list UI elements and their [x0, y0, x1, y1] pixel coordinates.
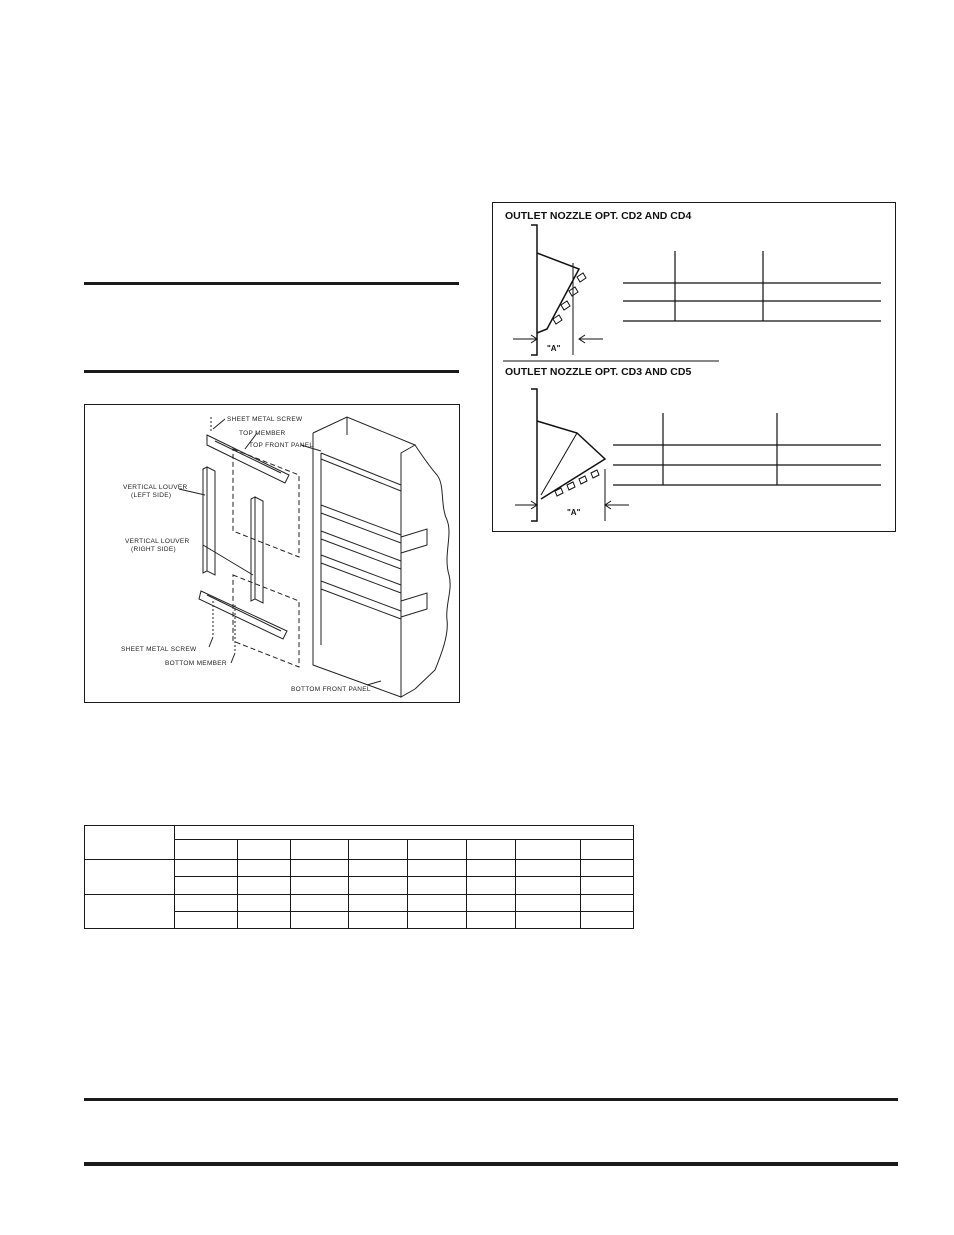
- label-vertical-louver-left-2: (LEFT SIDE): [131, 492, 172, 499]
- label-bottom-member: BOTTOM MEMBER: [165, 660, 227, 667]
- spec-table-header-row-1: [85, 826, 634, 840]
- dim-a-label-top: "A": [547, 344, 561, 353]
- label-top-front-panel: TOP FRONT PANEL: [249, 442, 314, 449]
- dim-a-label-bottom: "A": [567, 508, 581, 517]
- louver-installation-figure: [84, 404, 460, 703]
- label-sheet-metal-screw-bottom: SHEET METAL SCREW: [121, 646, 197, 653]
- section-rule-top-1: [84, 282, 459, 285]
- outlet-nozzle-drawing: [493, 203, 894, 530]
- label-vertical-louver-right-1: VERTICAL LOUVER: [125, 538, 190, 545]
- label-sheet-metal-screw-top: SHEET METAL SCREW: [227, 416, 303, 423]
- spec-table: [84, 825, 634, 929]
- section-rule-top-2: [84, 370, 459, 373]
- spec-table-row-header-1: [85, 860, 175, 894]
- spec-table-row: [85, 860, 634, 877]
- spec-table-row-header-2: [85, 894, 175, 928]
- label-top-member: TOP MEMBER: [239, 430, 286, 437]
- label-bottom-front-panel: BOTTOM FRONT PANEL: [291, 686, 371, 693]
- nozzle-cd3-cd5-title: OUTLET NOZZLE OPT. CD3 AND CD5: [505, 366, 692, 378]
- label-vertical-louver-left-1: VERTICAL LOUVER: [123, 484, 188, 491]
- spec-table-corner-cell: [85, 826, 175, 860]
- nozzle-cd2-cd4-title: OUTLET NOZZLE OPT. CD2 AND CD4: [505, 210, 692, 222]
- louver-installation-drawing: [85, 405, 458, 701]
- outlet-nozzle-figure: [492, 202, 896, 532]
- footer-rule-2: [84, 1162, 898, 1166]
- spec-table-group-header: [174, 826, 633, 840]
- spec-table-row: [85, 894, 634, 911]
- label-vertical-louver-right-2: (RIGHT SIDE): [131, 546, 177, 553]
- footer-rule-1: [84, 1098, 898, 1101]
